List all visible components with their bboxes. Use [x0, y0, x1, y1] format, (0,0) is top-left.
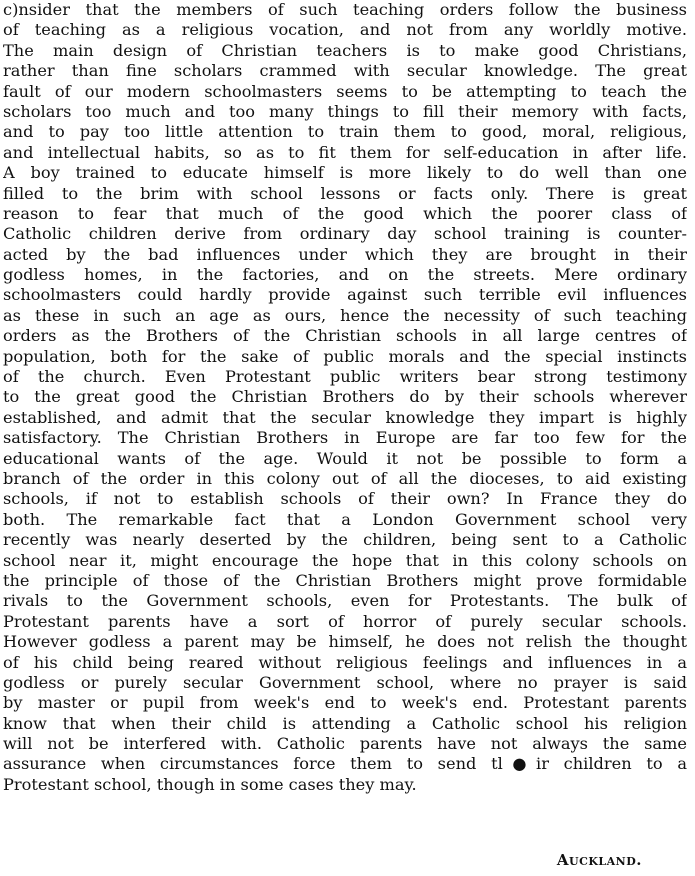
article-line: as these in such an age as ours, hence the necessity of such teaching [3, 305, 687, 325]
article-line: recently was nearly deserted by the children, being sent to a Catholic [3, 530, 687, 550]
article-line: filled to the brim with school lessons or facts only. There is great [3, 183, 687, 203]
article-line: fault of our modern schoolmasters seems to be attempting to teach the [3, 81, 687, 101]
article-line: However godless a parent may be himself, he does not relish the thought [3, 632, 687, 652]
article-line: to the great good the Christian Brothers do by their schools wherever [3, 387, 687, 407]
article-line: rivals to the Government schools, even for Protestants. The bulk of [3, 591, 687, 611]
article-line: Protestant school, though in some cases they may. [3, 774, 417, 794]
article-line: schoolmasters could hardly provide against such terrible evil influences [3, 285, 687, 305]
article-line: schools, if not to establish schools of their own? In France they do [3, 489, 687, 509]
article-body [3, 0, 687, 795]
article-line: by master or pupil from week's end to week's end. Protestant parents [3, 693, 687, 713]
article-line: assurance when circumstances force them to send tl●ir children to a [3, 754, 687, 774]
article-line: and to pay too little attention to train them to good, moral, religious, [3, 122, 687, 142]
article-line: population, both for the sake of public morals and the special instincts [3, 346, 687, 366]
article-line: rather than fine scholars crammed with secular knowledge. The great [3, 61, 687, 81]
article-line: will not be interfered with. Catholic parents have not always the same [3, 734, 687, 754]
article-line: A boy trained to educate himself is more likely to do well than one [3, 163, 687, 183]
article-line: know that when their child is attending a Catholic school his religion [3, 713, 687, 733]
article-line: branch of the order in this colony out of all the dioceses, to aid existing [3, 468, 687, 488]
article-line: educational wants of the age. Would it not be possible to form a [3, 448, 687, 468]
article-line: reason to fear that much of the good which the poorer class of [3, 203, 687, 223]
article-line: The main design of Christian teachers is to make good Christians, [3, 40, 687, 60]
article-line: established, and admit that the secular knowledge they impart is highly [3, 407, 687, 427]
article-line: of teaching as a religious vocation, and not from any worldly motive. [3, 20, 687, 40]
article-line: school near it, might encourage the hope that in this colony schools on [3, 550, 687, 570]
article-line: of the church. Even Protestant public writers bear strong testimony [3, 367, 687, 387]
article-line: scholars too much and too many things to fill their memory with facts, [3, 101, 687, 121]
author-signature: Auckland. [556, 851, 642, 869]
article-line: Catholic children derive from ordinary day school training is counter- [3, 224, 687, 244]
article-line: satisfactory. The Christian Brothers in Europe are far too few for the [3, 428, 687, 448]
article-line: godless or purely secular Government school, where no prayer is said [3, 672, 687, 692]
article-line: and intellectual habits, so as to fit them for self-education in after life. [3, 142, 687, 162]
article-line: Protestant parents have a sort of horror of purely secular schools. [3, 611, 687, 631]
article-line: c)nsider that the members of such teaching orders follow the business [3, 0, 687, 19]
article-line: both. The remarkable fact that a London Government school very [3, 509, 687, 529]
article-line: the principle of those of the Christian Brothers might prove formidable [3, 570, 687, 590]
article-line: of his child being reared without religious feelings and influences in a [3, 652, 687, 672]
article-line: acted by the bad influences under which they are brought in their [3, 244, 687, 264]
article-line: godless homes, in the factories, and on the streets. Mere ordinary [3, 265, 687, 285]
article-line: orders as the Brothers of the Christian schools in all large centres of [3, 326, 687, 346]
